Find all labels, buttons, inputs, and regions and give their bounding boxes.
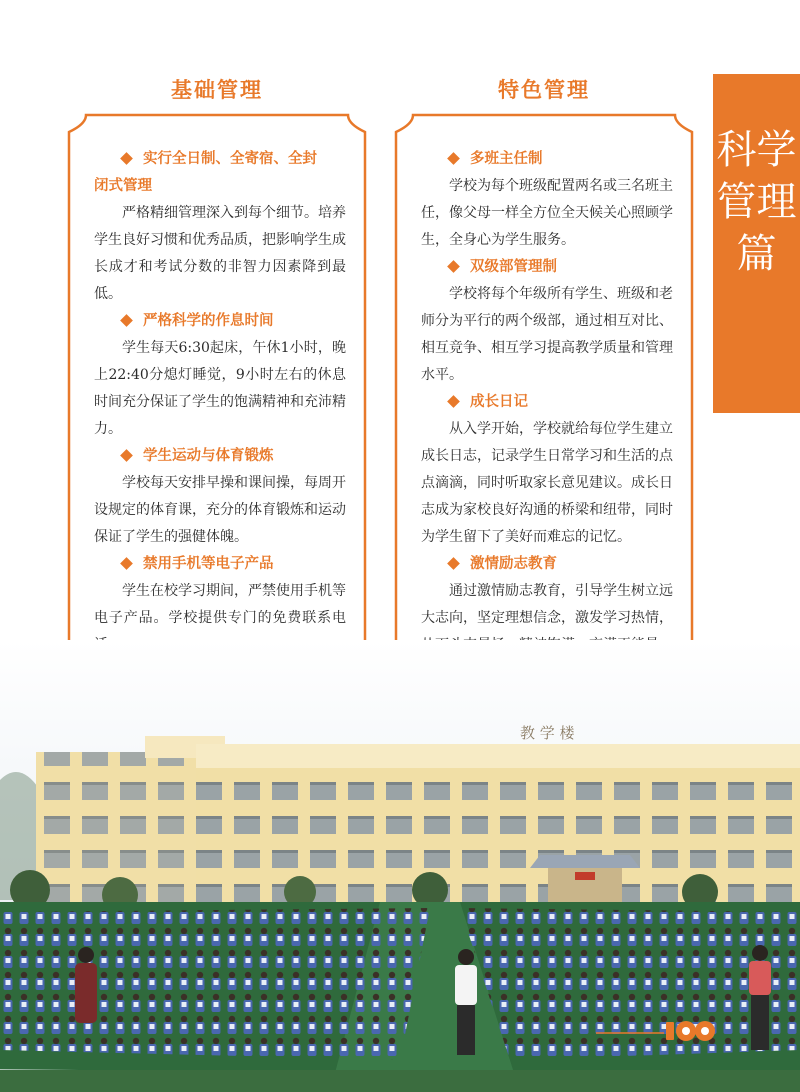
section-body: 学生在校学习期间，严禁使用手机等电子产品。学校提供专门的免费联系电 xyxy=(94,583,346,626)
diamond-bullet-icon xyxy=(447,260,460,273)
basic-management-panel xyxy=(66,112,368,672)
page-number-ornament xyxy=(596,1019,716,1043)
section-body: 学校每天安排早操和课间操，每周开设规定的体育课，充分的体育锻炼和运动保证了学生的强健体魄。 xyxy=(94,475,346,545)
section-body: 通过激情励志教育，引导学生树立远大志向，坚定理想信念，激发学习热情， xyxy=(421,583,673,626)
section-heading: 禁用手机等电子产品 xyxy=(94,551,346,578)
diamond-bullet-icon xyxy=(120,449,133,462)
section-body: 学校将每个年级所有学生、班级和老师分为平行的两个级部，通过相互对比、相互竞争、相互学习提高教学质量和管理水平。 xyxy=(421,286,673,383)
diamond-bullet-icon xyxy=(447,395,460,408)
section-heading: 实行全日制、全寄宿、全封 xyxy=(94,146,346,173)
diamond-bullet-icon xyxy=(120,557,133,570)
diamond-bullet-icon xyxy=(447,557,460,570)
diamond-bullet-icon xyxy=(120,314,133,327)
diamond-bullet-icon xyxy=(447,152,460,165)
side-chapter-tab xyxy=(713,74,800,413)
section-heading: 激情励志教育 xyxy=(421,551,673,578)
section-heading: 学生运动与体育锻炼 xyxy=(94,443,346,470)
building-sign: 教 学 楼 xyxy=(520,724,575,742)
special-management-title: 特色管理 xyxy=(498,78,590,102)
basic-management-title: 基础管理 xyxy=(171,78,263,102)
section-body: 学生每天6:30起床，午休1小时，晚上22:40分熄灯睡觉，9小时左右的休息时间充分保证了学生的饱满精神和充沛精力。 xyxy=(94,340,346,437)
section-body: 学校为每个班级配置两名或三名班主任，像父母一样全方位全天候关心照顾学生，全身心为学生服务。 xyxy=(421,178,673,248)
section-body: 从入学开始，学校就给每位学生建立成长日志，记录学生日常学习和生活的点点滴滴，同时听取家长意见建议。成长日志成为家校良好沟通的桥梁和纽带，同时为学生留下了美好而难忘的记忆。 xyxy=(421,421,673,545)
diamond-bullet-icon xyxy=(120,152,133,165)
section-heading: 双级部管理制 xyxy=(421,254,673,281)
section-heading: 严格科学的作息时间 xyxy=(94,308,346,335)
section-body: 严格精细管理深入到每个细节。培养学生良好习惯和优秀品质，把影响学生成长成才和考试分数的非智力因素降到最低。 xyxy=(94,205,346,302)
section-heading: 成长日记 xyxy=(421,389,673,416)
side-chapter-label: 科学管理篇 xyxy=(716,127,797,277)
section-heading-cont: 闭式管理 xyxy=(94,178,152,194)
section-heading: 多班主任制 xyxy=(421,146,673,173)
special-management-panel xyxy=(393,112,695,672)
